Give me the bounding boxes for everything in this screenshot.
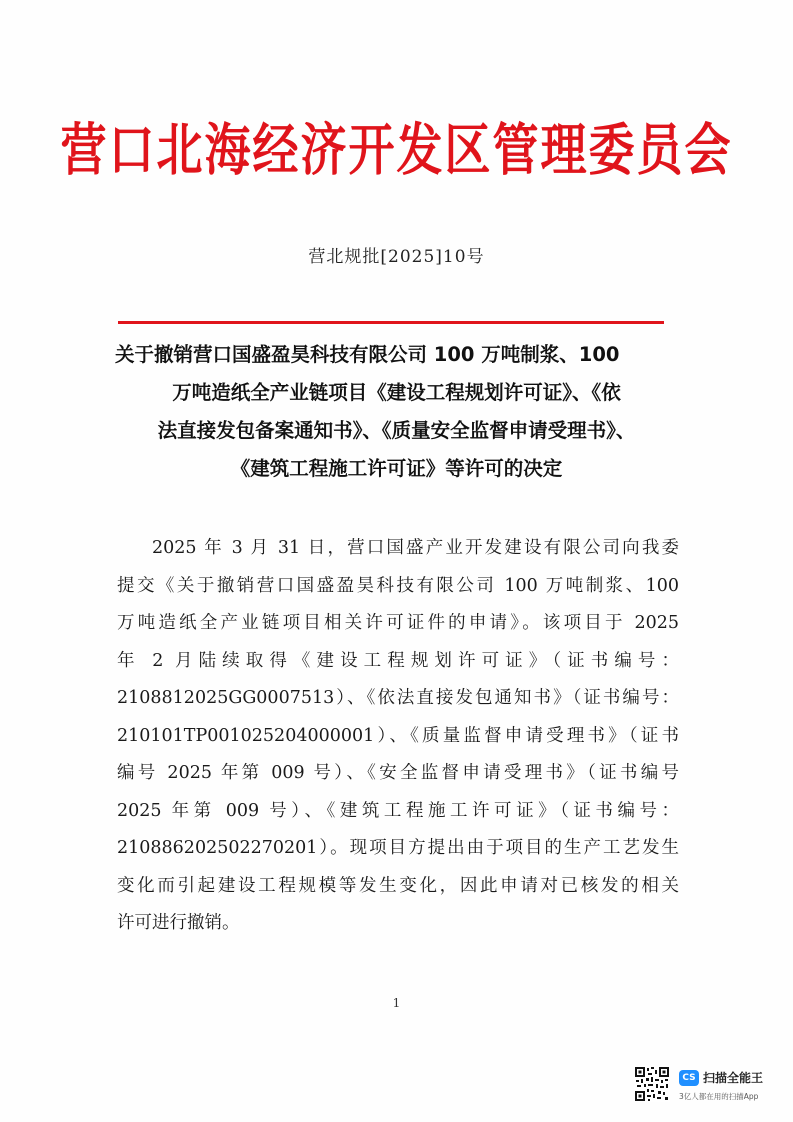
red-divider-rule <box>118 321 664 324</box>
body-paragraph <box>117 530 679 943</box>
body-line: 210101TP001025204000001）、《质量监督申请受理书》（证书 <box>117 725 679 746</box>
body-line: 编号 2025 年第 009 号）、《安全监督申请受理书》（证书编号 <box>117 763 679 783</box>
title-line: 万吨造纸全产业链项目《建设工程规划许可证》、《依 <box>172 381 621 404</box>
title-line: 《建筑工程施工许可证》等许可的决定 <box>230 457 563 480</box>
cs-logo-text: CS <box>682 1073 696 1083</box>
scanner-slogan: 3亿人都在用的扫描App <box>679 1092 759 1101</box>
body-line: 2025 年第 009 号）、《建筑工程施工许可证》（证书编号： <box>117 800 679 821</box>
scanner-watermark <box>634 1066 784 1110</box>
title-line: 法直接发包备案通知书》、《质量安全监督申请受理书》、 <box>157 419 636 442</box>
body-line: 许可进行撤销。 <box>117 913 240 933</box>
page-number: 1 <box>392 996 401 1010</box>
cs-logo-icon <box>679 1070 699 1086</box>
title-line: 关于撤销营口国盛盈昊科技有限公司 100 万吨制浆、100 <box>115 343 620 366</box>
organization-header: 营口北海经济开发区管理委员会 <box>60 117 733 184</box>
body-line: 变化而引起建设工程规模等发生变化，因此申请对已核发的相关 <box>117 875 679 896</box>
document-title <box>115 336 678 488</box>
document-number: 营北规批[2025]10号 <box>308 247 485 267</box>
body-line: 万吨造纸全产业链项目相关许可证件的申请》。该项目于 2025 <box>117 613 679 633</box>
scanner-brand-name: 扫描全能王 <box>703 1071 764 1085</box>
body-line: 年 2 月陆续取得《建设工程规划许可证》（证书编号： <box>117 650 679 671</box>
body-line: 提交《关于撤销营口国盛盈昊科技有限公司 100 万吨制浆、100 <box>117 575 679 596</box>
body-line: 2108812025GG0007513）、《依法直接发包通知书》（证书编号： <box>117 688 679 708</box>
body-line: 210886202502270201）。现项目方提出由于项目的生产工艺发生 <box>117 838 679 858</box>
body-line: 2025 年 3 月 31 日，营口国盛产业开发建设有限公司向我委 <box>152 538 679 558</box>
qr-code-icon <box>634 1066 670 1102</box>
